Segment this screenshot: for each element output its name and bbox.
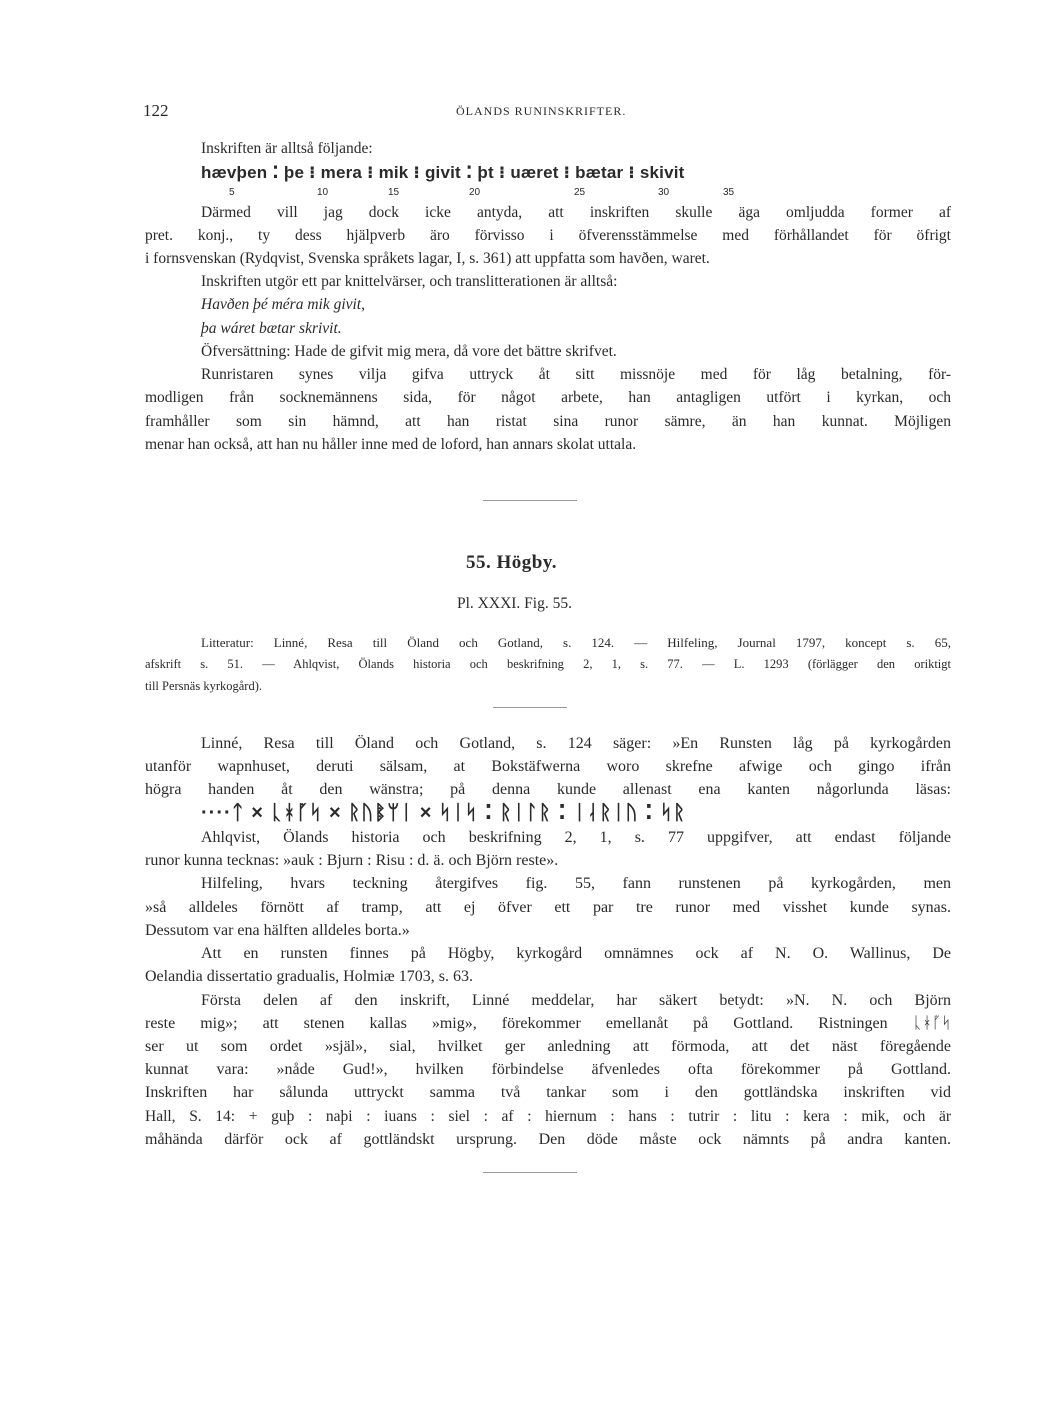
body-line: Första delen af den inskrift, Linné meddelar, har säkert betydt: »N. N. och Björn (201, 992, 951, 1009)
body-line: Att en runsten finnes på Högby, kyrkogård omnämnes ock af N. O. Wallinus, De (201, 945, 951, 962)
literature-line: Litteratur: Linné, Resa till Öland och Gotland, s. 124. — Hilfeling, Journal 1797, koncept s. 65, (201, 635, 951, 650)
literature-divider (493, 707, 567, 708)
running-title: ÖLANDS RUNINSKRIFTER. (456, 104, 627, 118)
paragraph-line: pret. konj., ty dess hjälpverb äro förvisso i öfverensstämmelse med förhållandet för öfrigt (145, 227, 951, 244)
rune-number: 25 (574, 187, 586, 198)
inscription-transliteration: hævþen ⁚ þe ⁝ mera ⁝ mik ⁝ givit ⁚ þt ⁝ uæret ⁝ bætar ⁝ skivit (201, 163, 685, 182)
page-number: 122 (143, 101, 169, 120)
body-line: Inskriften har sålunda uttryckt samma två tankar som i den gottländska inskriften vid (145, 1084, 951, 1101)
paragraph-line: menar han också, att han nu håller inne med de loford, han annars skolat uttala. (145, 436, 637, 453)
paragraph-line: i fornsvenskan (Rydqvist, Svenska språkets lagar, I, s. 361) att uppfatta som havðen, waret. (145, 250, 710, 267)
paragraph-line: Därmed vill jag dock icke antyda, att inskriften skulle äga omljudda former af (201, 204, 951, 221)
rune-number: 35 (723, 187, 735, 198)
body-line: Dessutom var ena hälften alldeles borta.» (145, 922, 410, 939)
body-line: högra handen åt den wänstra; på denna kunde allenast ena kanten någorlunda läsas: (145, 781, 951, 798)
body-line: runor kunna tecknas: »auk : Bjurn : Risu : d. ä. och Björn reste». (145, 852, 559, 869)
body-line: Ahlqvist, Ölands historia och beskrifning 2, 1, s. 77 uppgifver, att endast följande (201, 829, 951, 846)
body-line: Linné, Resa till Öland och Gotland, s. 124 säger: »En Runsten låg på kyrkogården (201, 735, 951, 752)
body-line: måhända därför ock af gottländskt ursprung. Den döde måste ock nämnts på andra kanten. (145, 1131, 951, 1148)
verse-line: þa wáret bætar skrivit. (201, 320, 342, 337)
intro-line: Inskriften är alltså följande: (201, 140, 373, 157)
rune-number: 10 (317, 187, 329, 198)
section-title: 55. Högby. (466, 552, 558, 573)
body-line: reste mig»; att stenen kallas »mig», förekommer emellanåt på Gottland. Ristningen ᚳᚼᚵᛋ (145, 1015, 951, 1032)
rune-number: 20 (469, 187, 481, 198)
rune-count-numbers (201, 187, 741, 201)
section-divider (483, 500, 577, 501)
body-line: utanför wapnhuset, deruti sälsam, at Bokstäfwerna woro skrefne afwige och gingo ifrån (145, 758, 951, 775)
runic-inscription: ····ᛏ × ᚳᚼᚵᛋ × ᚱᚢᛔᛘᛁ × ᛋᛁᛋ ⁚ ᚱᛁᛚᚱ ⁚ ᛁᛆᚱᛁᚢ ⁚ ᛋᚱ (201, 802, 687, 824)
paragraph-line: Runristaren synes vilja gifva uttryck åt sitt missnöje med för låg betalning, för- (201, 366, 951, 383)
body-line: »så alldeles förnött af tramp, att ej öfver ett par tre runor med visshet kunde synas. (145, 899, 951, 916)
body-line: Hall, S. 14: + guþ : naþi : iuans : siel : af : hiernum : hans : tutrir : litu : kera : mik, och är (145, 1108, 951, 1125)
plate-reference: Pl. XXXI. Fig. 55. (457, 595, 572, 612)
page-end-divider (483, 1172, 577, 1173)
paragraph-line: modligen från socknemännens sida, för något arbete, han antagligen utfört i kyrkan, och (145, 389, 951, 406)
paragraph-line: Inskriften utgör ett par knittelvärser, och translitterationen är alltså: (201, 273, 618, 290)
literature-line: till Persnäs kyrkogård). (145, 679, 262, 693)
body-line: Oelandia dissertatio gradualis, Holmiæ 1703, s. 63. (145, 968, 473, 985)
body-line: kunnat vara: »nåde Gud!», hvilken förbindelse äfvenledes ofta förekommer på Gottland. (145, 1061, 951, 1078)
body-line: ser ut som ordet »själ», sial, hvilket ger anledning att förmoda, att det näst föregående (145, 1038, 951, 1055)
paragraph-line: framhåller som sin hämnd, att han ristat sina runor sämre, än han kunnat. Möjligen (145, 413, 951, 430)
translation-line: Öfversättning: Hade de gifvit mig mera, då vore det bättre skrifvet. (201, 343, 617, 360)
rune-number: 15 (388, 187, 400, 198)
rune-number: 5 (229, 187, 235, 198)
rune-number: 30 (658, 187, 670, 198)
body-line: Hilfeling, hvars teckning återgifves fig. 55, fann runstenen på kyrkogården, men (201, 875, 951, 892)
verse-line: Havðen þé méra mik givit, (201, 296, 365, 313)
literature-line: afskrift s. 51. — Ahlqvist, Ölands historia och beskrifning 2, 1, s. 77. — L. 1293 (förlägger den oriktigt (145, 657, 951, 671)
